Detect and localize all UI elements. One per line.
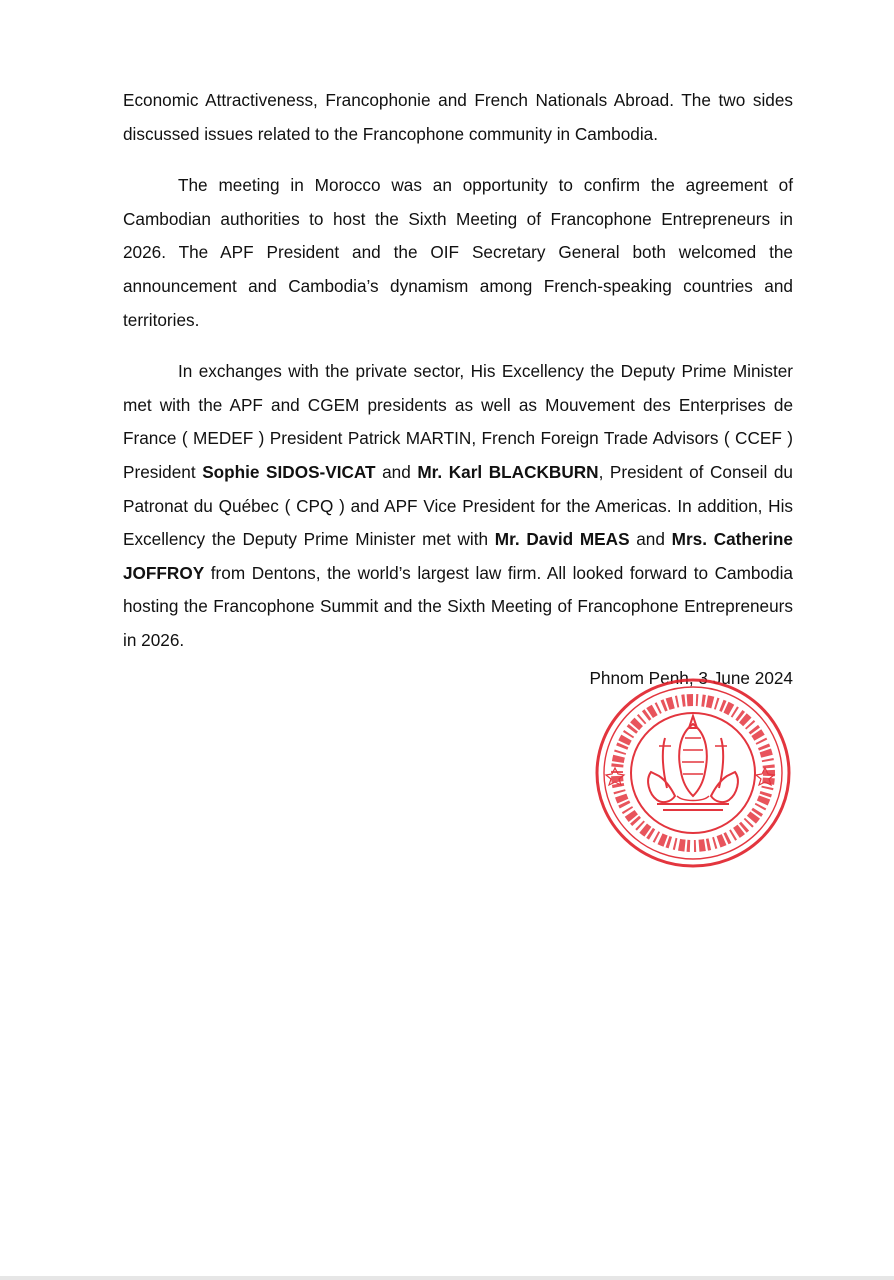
text-segment: In exchanges with the private sector, His Excellency the Deputy Prime Minister met with the APF and CGEM presidents as well as Mouvement des Enterprises de France ( MEDEF ) President Patrick MARTIN, French Foreign Trade Advisors ( CCEF ) President [123, 361, 793, 482]
official-seal-icon [593, 676, 793, 871]
person-name: Mr. David MEAS [494, 529, 630, 550]
place-date-signoff: Phnom Penh, 3 June 2024 [589, 668, 793, 688]
page-bottom-edge [0, 1276, 894, 1280]
paragraph-continuation: Economic Attractiveness, Francophonie and French Nationals Abroad. The two sides discussed issues related to the Francophone community in Cambodia. [123, 90, 793, 144]
text-segment: and [375, 461, 418, 482]
text-segment: and [629, 529, 672, 550]
text-segment: , President of Conseil du Patronat du Québec ( CPQ ) and APF Vice President for the Americas. In addition, His Excellency the Deputy Prime Minister met with [123, 461, 793, 550]
text-segment: from Dentons, the world’s largest law firm. All looked forward to Cambodia hosting the Francophone Summit and the Sixth Meeting of Francophone Entrepreneurs in 2026. [123, 562, 793, 650]
document-body [123, 84, 793, 658]
person-name: Mrs. Catherine JOFFROY [123, 529, 793, 583]
person-name: Sophie SIDOS-VICAT [202, 461, 376, 482]
paragraph-private-sector [123, 355, 793, 657]
person-name: Mr. Karl BLACKBURN [417, 461, 599, 482]
paragraph-meeting-morocco: The meeting in Morocco was an opportunity to confirm the agreement of Cambodian authorities to host the Sixth Meeting of Francophone Entrepreneurs in 2026. The APF President and the OIF Secretary General both welcomed the announcement and Cambodia’s dynamism among French-speaking countries and territories. [123, 175, 793, 330]
